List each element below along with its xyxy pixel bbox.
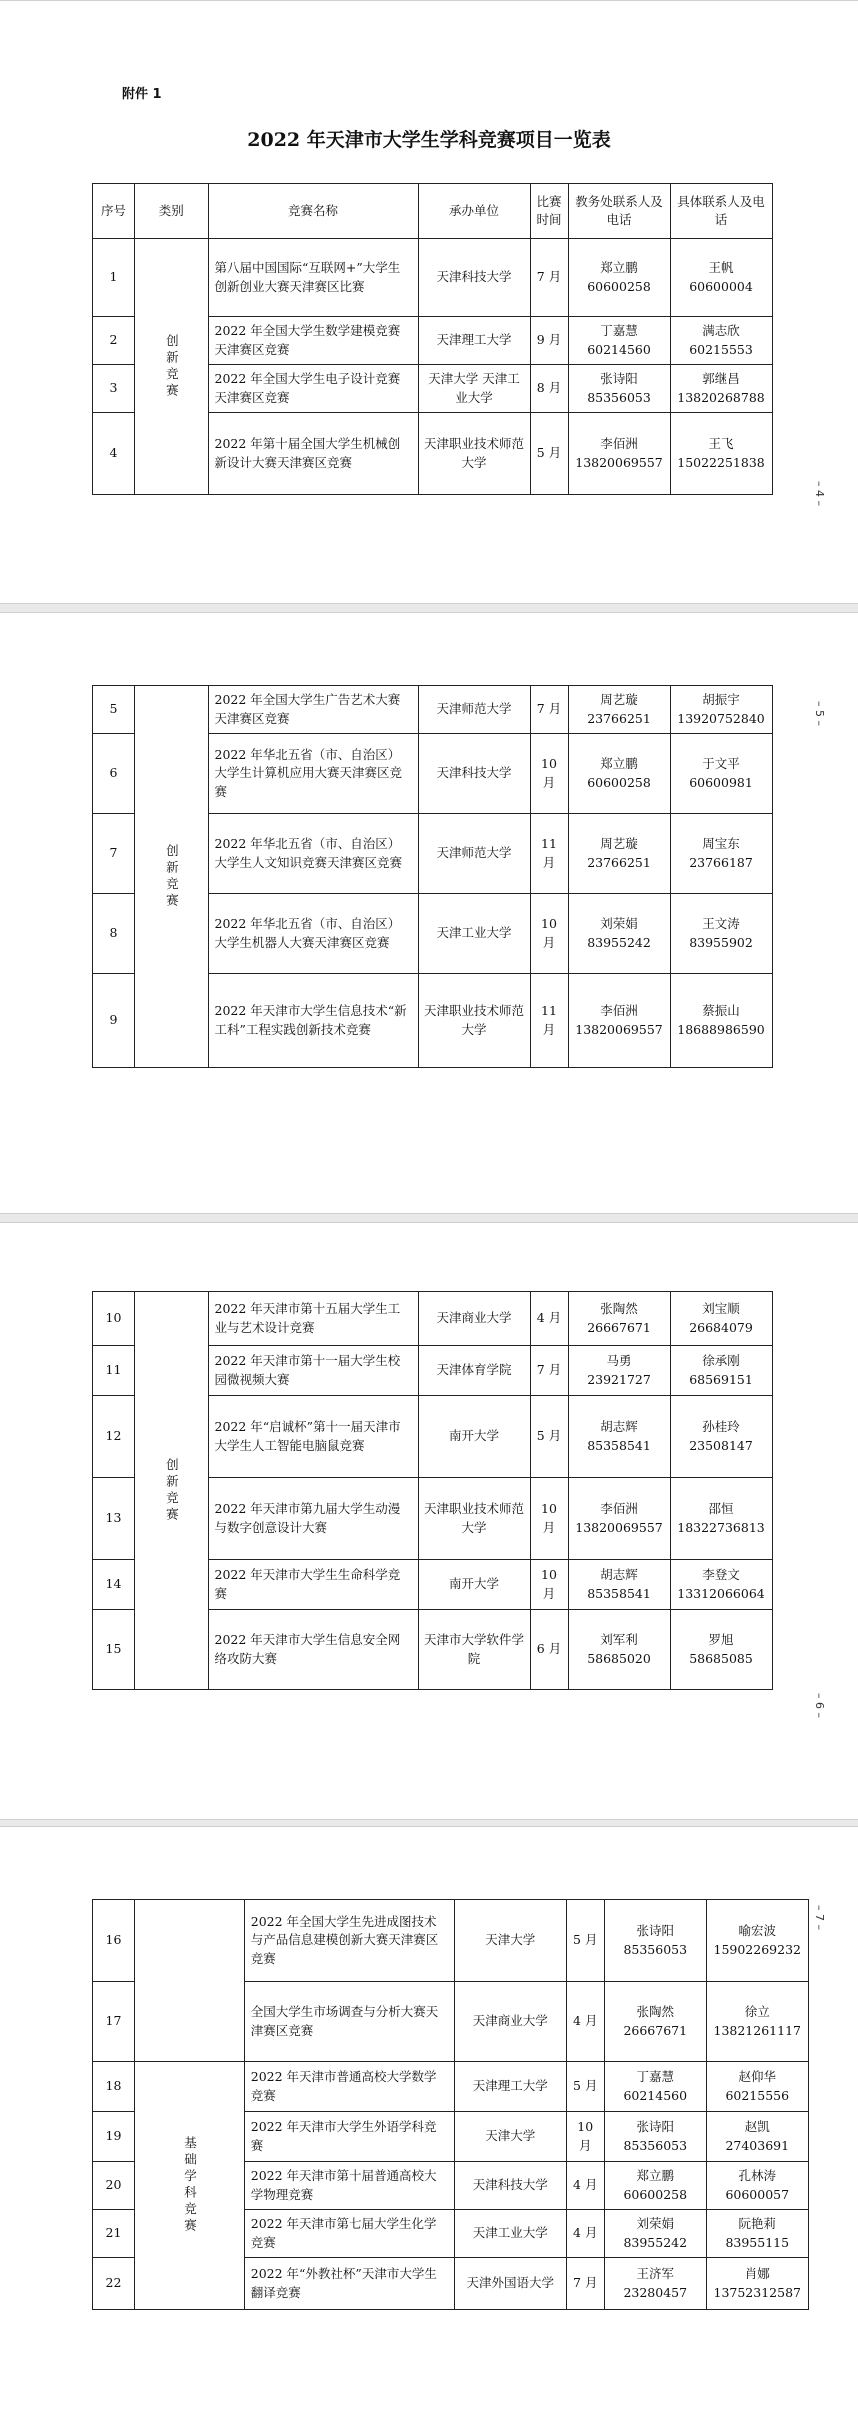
row-no: 21 [93, 2210, 135, 2258]
contact-name: 徐立 [744, 2004, 770, 2020]
office-contact [568, 1478, 670, 1560]
month: 10 月 [530, 894, 568, 974]
competition-name: 2022 年天津市大学生生命科学竞赛 [208, 1560, 418, 1610]
office-contact [568, 1292, 670, 1346]
office-contact [604, 2258, 706, 2310]
specific-contact [670, 365, 772, 413]
table-row [93, 239, 773, 317]
row-no: 5 [93, 686, 135, 734]
contact-phone: 60214560 [587, 341, 651, 357]
category-cell: 创新竞赛 [135, 239, 209, 495]
page-number: – 4 – [813, 481, 826, 506]
contact-name: 赵仰华 [738, 2069, 776, 2085]
competition-name: 2022 年华北五省（市、自治区）大学生人文知识竞赛天津赛区竞赛 [208, 814, 418, 894]
document-page-2 [0, 612, 858, 1214]
specific-contact [706, 1982, 808, 2062]
organizer: 天津理工大学 [418, 317, 530, 365]
contact-phone: 60600004 [689, 278, 753, 294]
header-organizer: 承办单位 [418, 184, 530, 239]
office-contact [604, 1900, 706, 1982]
specific-contact [670, 734, 772, 814]
organizer: 天津市大学软件学院 [418, 1610, 530, 1690]
office-contact [568, 894, 670, 974]
specific-contact [670, 1560, 772, 1610]
contact-phone: 23921727 [587, 1371, 651, 1387]
office-contact [568, 974, 670, 1068]
organizer: 南开大学 [418, 1560, 530, 1610]
competition-name: 2022 年全国大学生广告艺术大赛天津赛区竞赛 [208, 686, 418, 734]
contact-name: 胡志辉 [600, 1419, 638, 1435]
contact-phone: 13820069557 [575, 1021, 663, 1037]
month: 4 月 [566, 2162, 604, 2210]
row-no: 6 [93, 734, 135, 814]
competition-name: 2022 年华北五省（市、自治区）大学生机器人大赛天津赛区竞赛 [208, 894, 418, 974]
contact-name: 赵凯 [744, 2119, 770, 2135]
contact-phone: 23766187 [689, 854, 753, 870]
contact-name: 丁嘉慧 [600, 323, 638, 339]
organizer: 南开大学 [418, 1396, 530, 1478]
month: 7 月 [566, 2258, 604, 2310]
specific-contact [670, 239, 772, 317]
organizer: 天津大学 [454, 1900, 566, 1982]
contact-phone: 60600981 [689, 774, 753, 790]
organizer: 天津大学 天津工业大学 [418, 365, 530, 413]
header-time: 比赛时间 [530, 184, 568, 239]
contact-name: 周宝东 [702, 836, 740, 852]
contact-name: 王飞 [708, 436, 734, 452]
contact-phone: 83955242 [587, 934, 651, 950]
competition-name: 2022 年全国大学生数学建模竞赛天津赛区竞赛 [208, 317, 418, 365]
organizer: 天津职业技术师范大学 [418, 974, 530, 1068]
table-header-row [93, 184, 773, 239]
contact-name: 张诗阳 [600, 371, 638, 387]
row-no: 9 [93, 974, 135, 1068]
contact-phone: 27403691 [725, 2137, 790, 2153]
contact-phone: 23280457 [623, 2284, 688, 2300]
header-competition-name: 竞赛名称 [208, 184, 418, 239]
competition-name: 第八届中国国际“互联网+”大学生创新创业大赛天津赛区比赛 [208, 239, 418, 317]
competition-name: 2022 年“外教社杯”天津市大学生翻译竞赛 [244, 2258, 454, 2310]
office-contact [568, 1396, 670, 1478]
table-row [93, 686, 773, 734]
office-contact [604, 2062, 706, 2112]
month: 7 月 [530, 239, 568, 317]
contact-phone: 83955115 [725, 2234, 790, 2250]
specific-contact [670, 1292, 772, 1346]
contact-phone: 83955242 [623, 2234, 688, 2250]
row-no: 3 [93, 365, 135, 413]
contact-name: 周艺璇 [600, 836, 638, 852]
contact-name: 张诗阳 [636, 1923, 674, 1939]
month: 10 月 [530, 734, 568, 814]
organizer: 天津体育学院 [418, 1346, 530, 1396]
competition-table-3 [92, 1291, 773, 1690]
contact-name: 郑立鹏 [600, 756, 638, 772]
contact-phone: 15022251838 [677, 454, 765, 470]
competition-table-2 [92, 685, 773, 1068]
competition-name: 2022 年全国大学生电子设计竞赛天津赛区竞赛 [208, 365, 418, 413]
contact-phone: 85358541 [587, 1585, 651, 1601]
competition-name: 2022 年天津市普通高校大学数学竞赛 [244, 2062, 454, 2112]
month: 6 月 [530, 1610, 568, 1690]
specific-contact [670, 686, 772, 734]
month: 4 月 [566, 2210, 604, 2258]
contact-phone: 68569151 [689, 1371, 753, 1387]
contact-phone: 60215553 [689, 341, 753, 357]
organizer: 天津科技大学 [418, 239, 530, 317]
contact-phone: 83955902 [689, 934, 753, 950]
contact-name: 张陶然 [600, 1301, 638, 1317]
category-cell: 创新竞赛 [135, 686, 209, 1068]
contact-phone: 23508147 [689, 1437, 753, 1453]
row-no: 14 [93, 1560, 135, 1610]
competition-table-4 [92, 1899, 809, 2310]
office-contact [568, 413, 670, 495]
month: 5 月 [566, 2062, 604, 2112]
row-no: 12 [93, 1396, 135, 1478]
contact-phone: 13820069557 [575, 1519, 663, 1535]
contact-name: 喻宏波 [738, 1923, 776, 1939]
table-row [93, 2062, 809, 2112]
competition-name: 2022 年华北五省（市、自治区）大学生计算机应用大赛天津赛区竞赛 [208, 734, 418, 814]
month: 7 月 [530, 1346, 568, 1396]
contact-name: 罗旭 [708, 1632, 734, 1648]
contact-phone: 58685020 [587, 1650, 651, 1666]
contact-name: 邵恒 [708, 1501, 734, 1517]
month: 11 月 [530, 814, 568, 894]
month: 10 月 [566, 2112, 604, 2162]
contact-phone: 18688986590 [677, 1021, 765, 1037]
contact-name: 郭继昌 [702, 371, 740, 387]
header-specific-contact: 具体联系人及电话 [670, 184, 772, 239]
contact-phone: 60215556 [725, 2087, 790, 2103]
row-no: 22 [93, 2258, 135, 2310]
month: 4 月 [530, 1292, 568, 1346]
header-category: 类别 [135, 184, 209, 239]
page-number: – 5 – [813, 701, 826, 726]
contact-phone: 26667671 [623, 2022, 688, 2038]
office-contact [568, 686, 670, 734]
contact-name: 于文平 [702, 756, 740, 772]
contact-phone: 85356053 [623, 2137, 688, 2153]
organizer: 天津工业大学 [418, 894, 530, 974]
contact-phone: 13820069557 [575, 454, 663, 470]
competition-name: 2022 年天津市大学生信息安全网络攻防大赛 [208, 1610, 418, 1690]
contact-phone: 60600258 [587, 278, 651, 294]
competition-name: 2022 年“启诚杯”第十一届天津市大学生人工智能电脑鼠竞赛 [208, 1396, 418, 1478]
header-no: 序号 [93, 184, 135, 239]
contact-phone: 60600057 [725, 2186, 790, 2202]
specific-contact [706, 2258, 808, 2310]
contact-name: 李佰洲 [600, 1501, 638, 1517]
contact-phone: 13820268788 [677, 389, 765, 405]
specific-contact [706, 2162, 808, 2210]
category-cell: 基础学科竞赛 [135, 2062, 245, 2310]
contact-phone: 85356053 [623, 1941, 688, 1957]
specific-contact [670, 1396, 772, 1478]
office-contact [568, 1560, 670, 1610]
organizer: 天津师范大学 [418, 686, 530, 734]
contact-phone: 85358541 [587, 1437, 651, 1453]
month: 5 月 [566, 1900, 604, 1982]
specific-contact [670, 1478, 772, 1560]
office-contact [604, 1982, 706, 2062]
contact-phone: 13920752840 [677, 710, 765, 726]
contact-name: 刘荣娟 [636, 2216, 674, 2232]
contact-name: 马勇 [606, 1353, 632, 1369]
specific-contact [670, 317, 772, 365]
contact-name: 丁嘉慧 [636, 2069, 674, 2085]
contact-name: 李佰洲 [600, 1003, 638, 1019]
office-contact [568, 365, 670, 413]
month: 5 月 [530, 1396, 568, 1478]
specific-contact [670, 1346, 772, 1396]
competition-name: 2022 年天津市第十一届大学生校园微视频大赛 [208, 1346, 418, 1396]
office-contact [568, 814, 670, 894]
specific-contact [706, 2210, 808, 2258]
month: 8 月 [530, 365, 568, 413]
contact-name: 王文涛 [702, 916, 740, 932]
organizer: 天津外国语大学 [454, 2258, 566, 2310]
organizer: 天津职业技术师范大学 [418, 413, 530, 495]
organizer: 天津科技大学 [418, 734, 530, 814]
contact-phone: 60214560 [623, 2087, 688, 2103]
page-number: – 6 – [813, 1693, 826, 1718]
office-contact [568, 1610, 670, 1690]
category-cell [135, 1900, 245, 2062]
month: 4 月 [566, 1982, 604, 2062]
month: 10 月 [530, 1560, 568, 1610]
row-no: 13 [93, 1478, 135, 1560]
row-no: 7 [93, 814, 135, 894]
specific-contact [670, 814, 772, 894]
competition-name: 全国大学生市场调查与分析大赛天津赛区竞赛 [244, 1982, 454, 2062]
document-page-3 [0, 1222, 858, 1820]
contact-name: 张诗阳 [636, 2119, 674, 2135]
contact-name: 郑立鹏 [636, 2168, 674, 2184]
contact-phone: 85356053 [587, 389, 651, 405]
office-contact [568, 734, 670, 814]
contact-name: 李佰洲 [600, 436, 638, 452]
specific-contact [670, 413, 772, 495]
contact-phone: 60600258 [623, 2186, 688, 2202]
contact-phone: 13752312587 [713, 2284, 801, 2300]
contact-name: 张陶然 [636, 2004, 674, 2020]
table-row [93, 1292, 773, 1346]
row-no: 4 [93, 413, 135, 495]
row-no: 20 [93, 2162, 135, 2210]
organizer: 天津理工大学 [454, 2062, 566, 2112]
contact-name: 郑立鹏 [600, 260, 638, 276]
competition-name: 2022 年天津市大学生信息技术“新工科”工程实践创新技术竞赛 [208, 974, 418, 1068]
row-no: 16 [93, 1900, 135, 1982]
page-number: – 7 – [813, 1905, 826, 1930]
office-contact [604, 2162, 706, 2210]
document-page-4 [0, 1826, 858, 2431]
organizer: 天津大学 [454, 2112, 566, 2162]
row-no: 2 [93, 317, 135, 365]
month: 10 月 [530, 1478, 568, 1560]
row-no: 8 [93, 894, 135, 974]
contact-phone: 13821261117 [713, 2022, 801, 2038]
contact-name: 满志欣 [702, 323, 740, 339]
contact-name: 刘宝顺 [702, 1301, 740, 1317]
row-no: 1 [93, 239, 135, 317]
contact-name: 胡振宇 [702, 692, 740, 708]
contact-name: 李登文 [702, 1567, 740, 1583]
organizer: 天津师范大学 [418, 814, 530, 894]
contact-name: 蔡振山 [702, 1003, 740, 1019]
contact-name: 徐承刚 [702, 1353, 740, 1369]
office-contact [568, 1346, 670, 1396]
specific-contact [706, 2112, 808, 2162]
competition-name: 2022 年天津市大学生外语学科竞赛 [244, 2112, 454, 2162]
contact-name: 周艺璇 [600, 692, 638, 708]
contact-name: 刘军利 [600, 1632, 638, 1648]
contact-phone: 23766251 [587, 854, 651, 870]
office-contact [568, 317, 670, 365]
competition-name: 2022 年天津市第七届大学生化学竞赛 [244, 2210, 454, 2258]
document-page-1 [0, 0, 858, 604]
row-no: 11 [93, 1346, 135, 1396]
specific-contact [670, 894, 772, 974]
competition-name: 2022 年天津市第十五届大学生工业与艺术设计竞赛 [208, 1292, 418, 1346]
contact-phone: 26684079 [689, 1319, 753, 1335]
contact-phone: 23766251 [587, 710, 651, 726]
month: 11 月 [530, 974, 568, 1068]
month: 7 月 [530, 686, 568, 734]
organizer: 天津科技大学 [454, 2162, 566, 2210]
header-office-contact: 教务处联系人及电话 [568, 184, 670, 239]
specific-contact [706, 1900, 808, 1982]
specific-contact [706, 2062, 808, 2112]
contact-name: 王帆 [708, 260, 734, 276]
specific-contact [670, 1610, 772, 1690]
contact-phone: 58685085 [689, 1650, 753, 1666]
office-contact [604, 2210, 706, 2258]
contact-name: 刘荣娟 [600, 916, 638, 932]
office-contact [568, 239, 670, 317]
specific-contact [670, 974, 772, 1068]
organizer: 天津商业大学 [454, 1982, 566, 2062]
row-no: 18 [93, 2062, 135, 2112]
organizer: 天津商业大学 [418, 1292, 530, 1346]
competition-name: 2022 年第十届全国大学生机械创新设计大赛天津赛区竞赛 [208, 413, 418, 495]
category-cell: 创新竞赛 [135, 1292, 209, 1690]
attachment-label: 附件 1 [122, 87, 162, 102]
office-contact [604, 2112, 706, 2162]
contact-phone: 60600258 [587, 774, 651, 790]
contact-name: 孙桂玲 [702, 1419, 740, 1435]
contact-phone: 13312066064 [677, 1585, 765, 1601]
contact-name: 王济军 [636, 2266, 674, 2282]
contact-phone: 15902269232 [713, 1941, 801, 1957]
competition-name: 2022 年天津市第十届普通高校大学物理竞赛 [244, 2162, 454, 2210]
contact-phone: 26667671 [587, 1319, 651, 1335]
table-row [93, 1900, 809, 1982]
competition-name: 2022 年全国大学生先进成图技术与产品信息建模创新大赛天津赛区竞赛 [244, 1900, 454, 1982]
month: 9 月 [530, 317, 568, 365]
contact-phone: 18322736813 [677, 1519, 765, 1535]
contact-name: 肖娜 [744, 2266, 770, 2282]
row-no: 15 [93, 1610, 135, 1690]
row-no: 19 [93, 2112, 135, 2162]
organizer: 天津职业技术师范大学 [418, 1478, 530, 1560]
month: 5 月 [530, 413, 568, 495]
competition-table-1 [92, 183, 773, 495]
row-no: 17 [93, 1982, 135, 2062]
organizer: 天津工业大学 [454, 2210, 566, 2258]
contact-name: 胡志辉 [600, 1567, 638, 1583]
competition-name: 2022 年天津市第九届大学生动漫与数字创意设计大赛 [208, 1478, 418, 1560]
contact-name: 孔林涛 [738, 2168, 776, 2184]
contact-name: 阮艳莉 [738, 2216, 776, 2232]
row-no: 10 [93, 1292, 135, 1346]
page-title: 2022 年天津市大学生学科竞赛项目一览表 [247, 129, 611, 151]
